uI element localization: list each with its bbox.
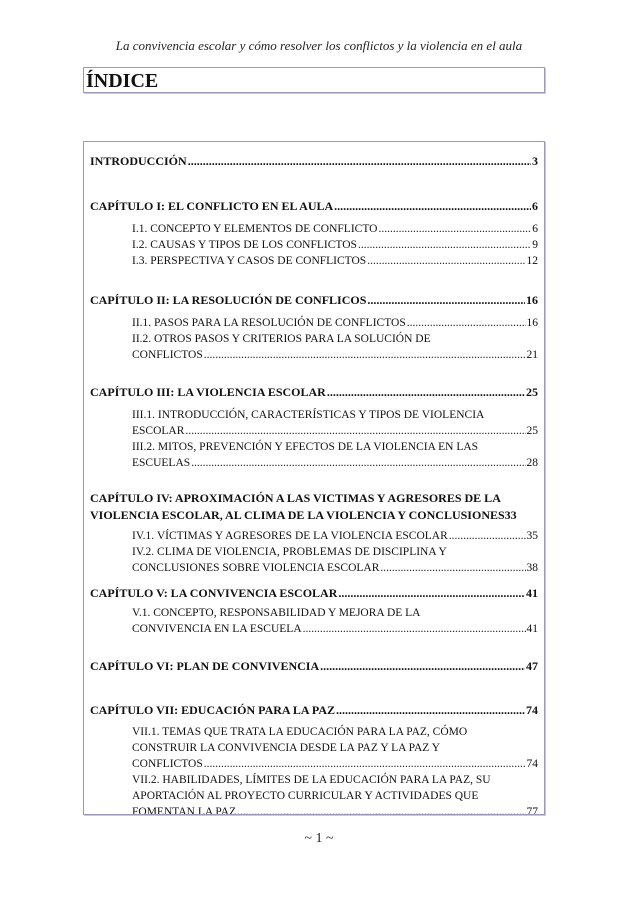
toc-entry-2-2[interactable]: II.2. OTROS PASOS Y CRITERIOS PARA LA SOLUCIÓN DE CONFLICTOS ..... 21 — [132, 331, 538, 363]
toc-entry-4-2[interactable]: IV.2. CLIMA DE VIOLENCIA, PROBLEMAS DE DISCIPLINA Y CONCLUSIONES SOBRE VIOLENCIA ESCOLAR ..... 38 — [132, 544, 538, 576]
toc-entry-introduccion[interactable]: INTRODUCCIÓN ..... 3 — [90, 153, 538, 170]
toc-entry-capitulo-6[interactable]: CAPÍTULO VI: PLAN DE CONVIVENCIA ..... 47 — [90, 658, 538, 675]
toc-entry-1-1[interactable]: I.1. CONCEPTO Y ELEMENTOS DE CONFLICTO ..... 6 — [132, 221, 538, 237]
toc-entry-7-2[interactable]: VII.2. HABILIDADES, LÍMITES DE LA EDUCACIÓN PARA LA PAZ, SU APORTACIÓN AL PROYECTO CURRICULAR Y ACTIVIDADES QUE FOMENTAN LA PAZ ..... 77 — [132, 772, 538, 815]
toc-entry-5-1[interactable]: V.1. CONCEPTO, RESPONSABILIDAD Y MEJORA DE LA CONVIVENCIA EN LA ESCUELA ..... 41 — [132, 605, 538, 637]
toc-entry-7-1[interactable]: VII.1. TEMAS QUE TRATA LA EDUCACIÓN PARA LA PAZ, CÓMO CONSTRUIR LA CONVIVENCIA DESDE LA PAZ Y LA PAZ Y CONFLICTOS ..... 74 — [132, 724, 538, 772]
toc-entry-4-1[interactable]: IV.1. VÍCTIMAS Y AGRESORES DE LA VIOLENCIA ESCOLAR ..... 35 — [132, 528, 538, 544]
toc-entry-capitulo-2[interactable]: CAPÍTULO II: LA RESOLUCIÓN DE CONFLICOS ..... 16 — [90, 292, 538, 309]
page-number: ~ 1 ~ — [304, 831, 334, 846]
toc-entry-capitulo-3[interactable]: CAPÍTULO III: LA VIOLENCIA ESCOLAR ..... 25 — [90, 384, 538, 401]
toc-entry-2-1[interactable]: II.1. PASOS PARA LA RESOLUCIÓN DE CONFLICTOS ..... 16 — [132, 315, 538, 331]
index-title: ÍNDICE — [86, 70, 159, 92]
toc-entry-1-3[interactable]: I.3. PERSPECTIVA Y CASOS DE CONFLICTOS ..... 12 — [132, 253, 538, 269]
toc-entry-capitulo-5[interactable]: CAPÍTULO V: LA CONVIVENCIA ESCOLAR ..... 41 — [90, 585, 538, 602]
index-title-box — [83, 67, 545, 93]
toc-entry-3-1[interactable]: III.1. INTRODUCCIÓN, CARACTERÍSTICAS Y TIPOS DE VIOLENCIA ESCOLAR ..... 25 — [132, 407, 538, 439]
toc-entry-3-2[interactable]: III.2. MITOS, PREVENCIÓN Y EFECTOS DE LA VIOLENCIA EN LAS ESCUELAS ..... 28 — [132, 439, 538, 471]
running-header: La convivencia escolar y cómo resolver los conflictos y la violencia en el aula — [115, 38, 523, 53]
toc-entry-capitulo-1[interactable]: CAPÍTULO I: EL CONFLICTO EN EL AULA ..... 6 — [90, 198, 538, 215]
table-of-contents — [83, 141, 545, 815]
toc-entry-capitulo-4[interactable]: CAPÍTULO IV: APROXIMACIÓN A LAS VICTIMAS Y AGRESORES DE LA VIOLENCIA ESCOLAR, AL CLIMA DE LA VIOLENCIA Y CONCLUSIONES 33 — [90, 491, 517, 522]
toc-entry-capitulo-7[interactable]: CAPÍTULO VII: EDUCACIÓN PARA LA PAZ ..... 74 — [90, 702, 538, 719]
toc-entry-1-2[interactable]: I.2. CAUSAS Y TIPOS DE LOS CONFLICTOS ..... 9 — [132, 237, 538, 253]
